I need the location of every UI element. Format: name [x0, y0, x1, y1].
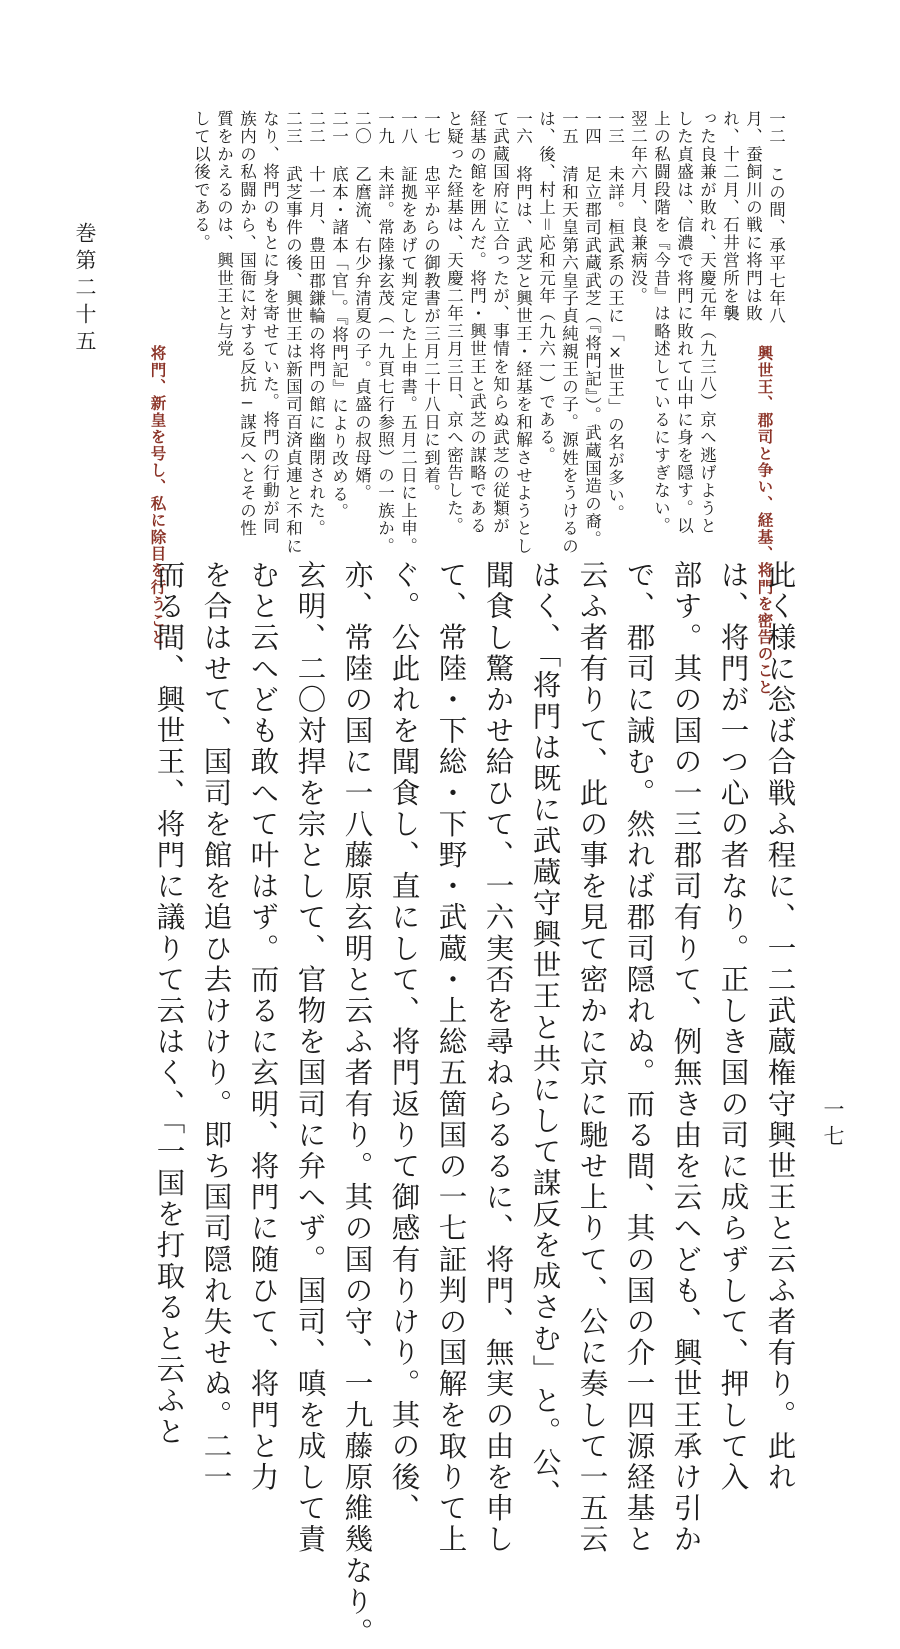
note-line: 一六 将門は、武芝と興世王・経基を和解させようとし [513, 110, 533, 555]
note-line: 一四 足立郡司武蔵武芝（『将門記』）。武蔵国造の裔。 [582, 110, 602, 548]
note-line: と疑った経基は、天慶二年三月三日、京へ密告した。 [444, 110, 464, 535]
note-line: した貞盛は、信濃で将門に敗れて山中に身を隠す。以 [674, 110, 694, 535]
note-line: った良兼が敗れ、天慶元年（九三八）京へ逃げようと [697, 110, 717, 535]
main-text-line: は、将門が一つ心の者なり。正しき国の司に成らずして、押して入 [716, 560, 750, 1493]
main-text-line: 玄明、二〇対捍を宗として、官物を国司に弁へず。国司、嗔を成して責 [293, 560, 327, 1556]
main-text-line: 部す。其の国の一三郡司有りて、例無き由を云へども、興世王承け引か [669, 560, 703, 1556]
note-line: て武蔵国府に立合ったが、事情を知らぬ武芝の従類が [490, 110, 510, 535]
note-line: 二二 十一月、豊田郡鎌輪の将門の館に幽閉された。 [306, 110, 326, 538]
note-line: 一九 未詳。常陸掾玄茂（一九頁七行参照）の一族か。 [375, 110, 395, 555]
section-heading: 将門、新皇を号し、私に除目を行うこと [148, 345, 168, 646]
note-line: 族内の私闘から、国衙に対する反抗−謀反へとその性 [237, 110, 257, 538]
note-line: 一七 忠平からの御教書が三月二十八日に到着。 [421, 110, 441, 502]
main-text-line: 云ふ者有りて、此の事を見て密かに京に馳せ上りて、公に奏して一五云 [575, 560, 609, 1556]
note-line: 月、蚕飼川の戦に将門は敗 [743, 110, 763, 323]
note-line: 一二 この間、承平七年八 [766, 110, 786, 325]
note-line: 二三 武芝事件の後、興世王は新国司百済貞連と不和に [283, 110, 303, 555]
note-line: 一五 清和天皇第六皇子貞純親王の子。源姓をうけるの [559, 110, 579, 555]
section-heading: 興世王、郡司と争い、経基、将門を密告のこと [755, 345, 775, 696]
note-line: 質をかえるのは、興世王と与党 [214, 110, 234, 358]
main-text-line: ぐ。公此れを聞食し、直にして、将門返りて御感有りけり。其の後、 [387, 560, 421, 1525]
main-text-line: て、常陸・下総・下野・武蔵・上総五箇国の一七証判の国解を取りて上 [434, 560, 468, 1556]
note-line: 翌二年六月、良兼病没。 [628, 110, 648, 305]
note-line: して以後である。 [191, 110, 211, 252]
note-line: れ、十二月、石井営所を襲 [720, 110, 740, 323]
note-line: なり、将門のもとに身を寄せていた。将門の行動が同 [260, 110, 280, 535]
note-line: 二一 底本・諸本「官」。『将門記』により改める。 [329, 110, 349, 521]
note-line: は、後、村上＝応和元年（九六一）である。 [536, 110, 556, 464]
main-text-line: で、郡司に誡む。然れば郡司隠れぬ。而る間、其の国の介一四源経基と [622, 560, 656, 1556]
page-number: 一七 [821, 1098, 845, 1152]
main-text-line: 聞食し驚かせ給ひて、一六実否を尋ねらるるに、将門、無実の由を申し [481, 560, 515, 1556]
note-line: 経基の館を囲んだ。将門・興世王と武芝の謀略である [467, 110, 487, 535]
main-text-line: 此く様に忩ば合戦ふ程に、一二武蔵権守興世王と云ふ者有り。此れ [763, 560, 797, 1493]
main-text-line: はく、「将門は既に武蔵守興世王と共にして謀反を成さむ」と。公、 [528, 560, 562, 1510]
note-line: 一八 証拠をあげて判定した上申書。五月二日に上申。 [398, 110, 418, 555]
main-text-line: 亦、常陸の国に一八藤原玄明と云ふ者有り。其の国の守、一九藤原維幾なり。 [340, 560, 374, 1649]
note-line: 上の私闘段階を『今昔』は略述しているにすぎない。 [651, 110, 671, 535]
main-text-line: を合はせて、国司を館を追ひ去けけり。即ち国司隠れ失せぬ。二一 [199, 560, 233, 1493]
note-line: 二〇 乙麿流、右少弁清夏の子。貞盛の叔母婿。 [352, 110, 372, 502]
note-line: 一三 未詳。桓武系の王に「×世王」の名が多い。 [605, 110, 625, 523]
main-text-line: むと云へども敢へて叶はず。而るに玄明、将門に随ひて、将門と力 [246, 560, 280, 1493]
main-text-line: 而る間、興世王、将門に議りて云はく、「一国を打取ると云ふと [152, 560, 186, 1448]
running-title: 巻第二十五 [73, 222, 97, 357]
